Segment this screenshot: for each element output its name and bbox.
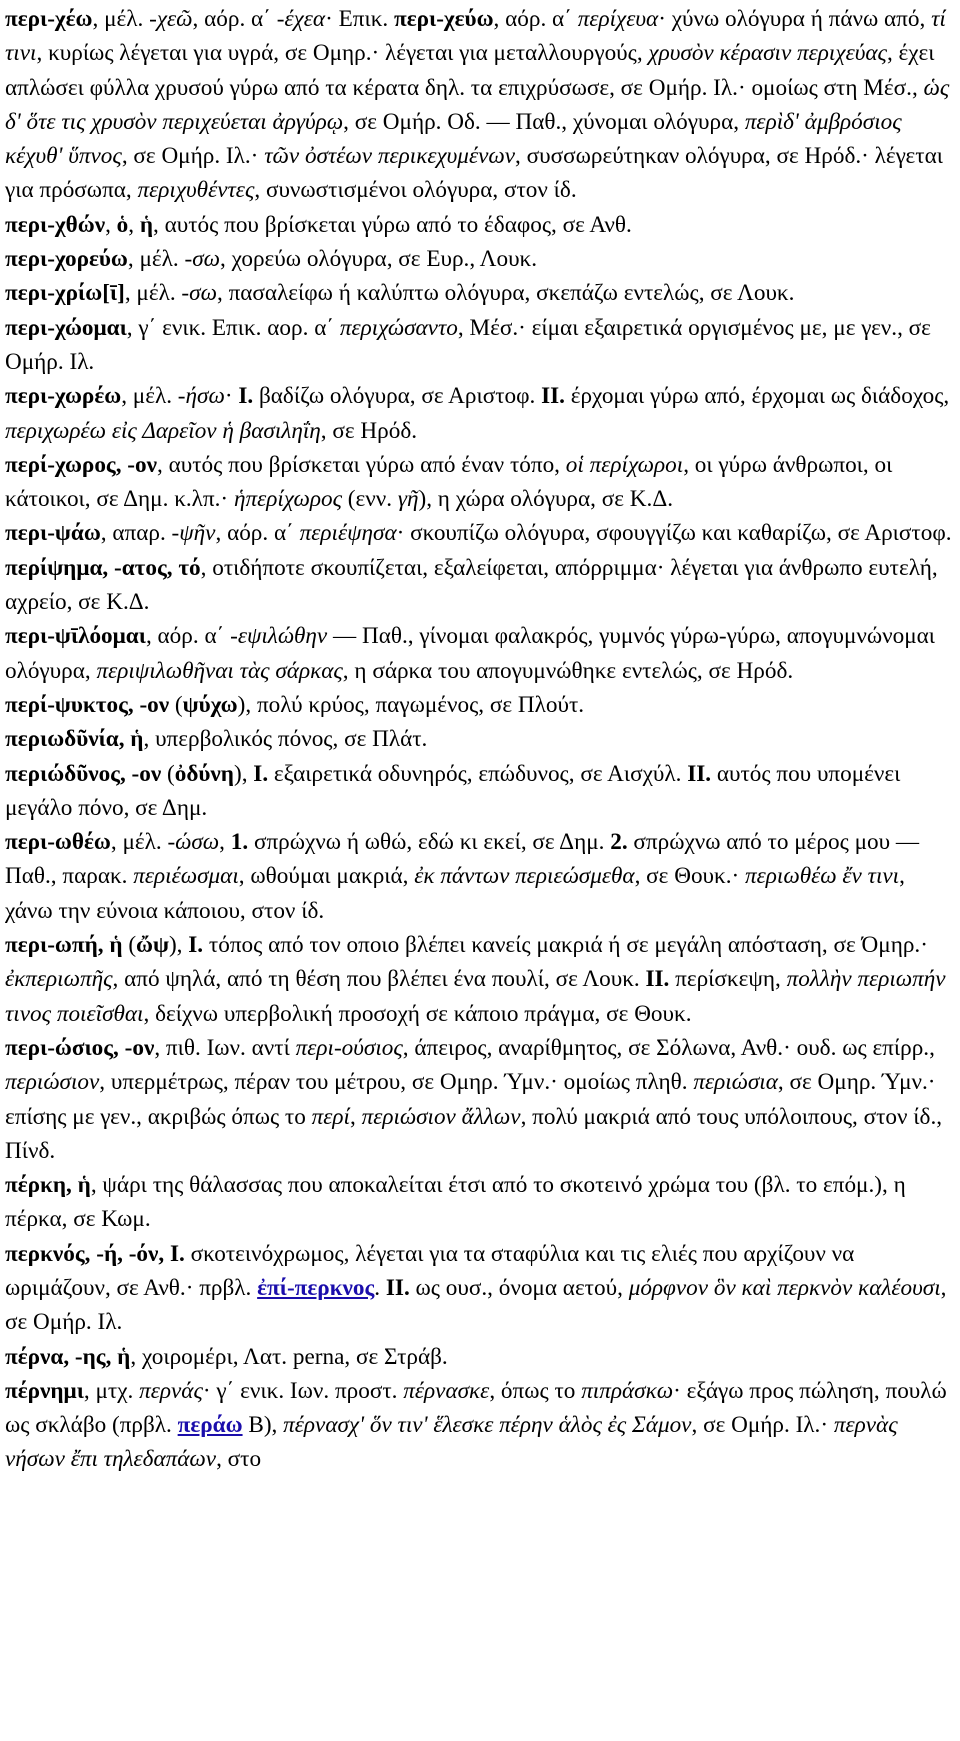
- headword: περκνός, -ή, -όν, I.: [5, 1240, 185, 1267]
- headword: περι-χρίω[ῑ]: [5, 280, 125, 307]
- definition-text: , άπειρος, αναρίθμητος, σε Σόλωνα, Ανθ.· ουδ. ως επίρρ.,: [402, 1034, 935, 1061]
- definition-text: B),: [242, 1412, 284, 1439]
- greek-quotation: περιώσιον ἄλλων: [361, 1103, 521, 1130]
- greek-quotation: οἱ περίχωροι: [565, 451, 684, 478]
- greek-quotation: ὡς δ' ὅτε τις χρυσὸν περιχεύεται ἀργύρῳ: [5, 74, 950, 135]
- dictionary-entry: [5, 1340, 952, 1374]
- definition-text: ·: [224, 383, 239, 410]
- definition-text: , αόρ. α΄ -: [192, 6, 285, 32]
- definition-text: · Επικ.: [325, 6, 394, 32]
- greek-quotation: τί τινι: [5, 6, 946, 67]
- definition-text: σπρώχνω από το μέρος μου — Παθ., παρακ.: [5, 829, 920, 890]
- headword: περι-χορεύω: [5, 246, 128, 273]
- greek-quotation: περιωθέω ἔν τινι: [745, 863, 900, 890]
- headword: περι-ψάω: [5, 520, 101, 547]
- greek-quotation: πέρνασχ' ὅν τιν' ἕλεσκε πέρην ἁλὸς ἐς Σάμον: [283, 1412, 692, 1439]
- headword: περί-ψυκτος, -ον: [5, 691, 170, 718]
- definition-text: βαδίζω ολόγυρα, σε Αριστοφ.: [253, 383, 542, 410]
- greek-quotation: εψιλώθην: [237, 623, 328, 650]
- definition-text: (: [169, 691, 183, 718]
- dictionary-entry: [5, 448, 952, 517]
- dictionary-entry: [5, 757, 952, 826]
- dictionary-entry: [5, 688, 952, 722]
- dictionary-entry: [5, 928, 952, 1031]
- dictionary-entry: [5, 1168, 952, 1237]
- definition-text: , χορεύω ολόγυρα, σε Ευρ., Λουκ.: [220, 246, 538, 273]
- definition-text: , στο: [216, 1446, 262, 1473]
- definition-text: , η σάρκα του απογυμνώθηκε εντελώς, σε Ηρόδ.: [342, 657, 794, 684]
- greek-quotation: τῶν ὀστέων περικεχυμένων: [264, 143, 516, 170]
- bold-text: ὀδύνη: [174, 760, 234, 787]
- headword: πέρκη, ἡ: [5, 1172, 91, 1199]
- bold-text: I.: [253, 760, 269, 787]
- bold-text: 1.: [230, 829, 249, 856]
- cross-reference-link[interactable]: ἐπί-περκνος: [257, 1274, 375, 1301]
- definition-text: ), πολύ κρύος, παγωμένος, σε Πλούτ.: [237, 691, 585, 718]
- definition-text: , μτχ.: [83, 1377, 140, 1404]
- dictionary-entry: [5, 379, 952, 448]
- headword: πέρνημι: [5, 1377, 84, 1404]
- definition-text: ), η χώρα ολόγυρα, σε Κ.Δ.: [418, 486, 674, 513]
- definition-text: , οι γύρω άνθρωποι, οι κάτοικοι, σε Δημ. κ.λπ.·: [5, 451, 893, 513]
- greek-quotation: περιώσιον: [5, 1069, 100, 1096]
- greek-quotation: περνάς: [139, 1377, 203, 1404]
- definition-text: ,: [128, 211, 140, 238]
- definition-text: , πασαλείφω ή καλύπτω ολόγυρα, σκεπάζω εντελώς, σε Λουκ.: [216, 280, 795, 307]
- definition-text: , κυρίως λέγεται για υγρά, σε Ομηρ.· λέγεται για μεταλλουργούς,: [36, 40, 649, 67]
- definition-text: , σε Ομήρ. Ιλ.: [5, 1274, 947, 1336]
- definition-text: , υπερμέτρως, πέραν του μέτρου, σε Ομηρ. Ύμν.· ομοίως πληθ.: [99, 1069, 694, 1096]
- cross-reference-link[interactable]: περάω: [177, 1412, 243, 1439]
- greek-quotation: έχεα: [284, 6, 326, 32]
- definition-text: · γ΄ ενικ. Ιων. προστ.: [202, 1377, 404, 1404]
- bold-text: ὤψ: [136, 932, 169, 959]
- greek-quotation: σω: [189, 280, 217, 307]
- definition-text: , συνωστισμένοι ολόγυρα, στον ίδ.: [254, 177, 577, 204]
- greek-quotation: ήσω: [185, 383, 225, 410]
- greek-quotation: σω: [192, 246, 221, 273]
- definition-text: , όπως το: [489, 1377, 582, 1404]
- dictionary-entry: [5, 1374, 952, 1477]
- dictionary-entry: [5, 242, 952, 276]
- greek-quotation: περίχευα: [577, 6, 659, 32]
- greek-quotation: περὶδ' ἀμβρόσιος κέχυθ' ὕπνος: [5, 108, 902, 170]
- headword: περιώδῦνος, -ον: [5, 760, 162, 787]
- definition-text: έρχομαι γύρω από, έρχομαι ως διάδοχος,: [564, 383, 950, 410]
- greek-quotation: ἐκπεριωπῆς: [5, 966, 113, 993]
- headword: περι-ωπή, ἡ: [5, 932, 123, 959]
- headword: περι-χθών: [5, 211, 106, 238]
- greek-quotation: χεῶ: [156, 6, 193, 32]
- definition-text: , μέλ. -: [124, 280, 190, 307]
- greek-quotation: περιέωσμαι: [133, 863, 239, 890]
- definition-text: ),: [233, 760, 254, 787]
- definition-text: , συσσωρεύτηκαν ολόγυρα, σε Ηρόδ.· λέγεται για πρόσωπα,: [5, 143, 943, 204]
- bold-text: ἡ: [139, 211, 154, 238]
- headword: περι-ώσιος, -ον: [5, 1034, 155, 1061]
- definition-text: , Μέσ.· είμαι εξαιρετικά οργισμένος με, με γεν., σε Ομήρ. Ιλ.: [5, 314, 931, 375]
- dictionary-entry: [5, 619, 952, 688]
- definition-text: , ωθούμαι μακριά,: [238, 863, 415, 890]
- headword: περι-χωρέω: [5, 383, 122, 410]
- definition-text: , μέλ. -: [110, 829, 176, 856]
- definition-text: , οτιδήποτε σκουπίζεται, εξαλείφεται, απόρριμμα· λέγεται για άνθρωπο ευτελή, αχρείο, σε Κ.Δ.: [5, 554, 938, 616]
- definition-text: ),: [168, 932, 189, 959]
- definition-text: (: [161, 760, 175, 787]
- definition-text: , μέλ. -: [121, 383, 186, 410]
- headword: περι-ψῑλόομαι: [5, 623, 146, 650]
- bold-text: II.: [385, 1274, 410, 1301]
- definition-text: , απαρ. -: [100, 520, 180, 547]
- definition-text: , σε Ομηρ. Ύμν.· επίσης με γεν., ακριβώς όπως το: [5, 1069, 936, 1130]
- greek-quotation: περιχώσαντο: [339, 314, 458, 341]
- dictionary-entry: [5, 276, 952, 310]
- greek-quotation: ἡπερίχωρος: [233, 486, 342, 513]
- greek-quotation: περιχωρέω εἰς Δαρεῖον ἡ βασιληΐη: [5, 417, 321, 444]
- definition-text: , σε Ομήρ. Ιλ.·: [121, 143, 265, 170]
- bold-text: ψύχω: [182, 691, 238, 718]
- definition-text: , σε Ομήρ. Οδ. — Παθ., χύνομαι ολόγυρα,: [343, 108, 745, 135]
- headword: περιωδῦνία, ἡ: [5, 726, 144, 753]
- definition-text: , γ΄ ενικ. Επικ. αορ. α΄: [126, 314, 340, 341]
- definition-text: , αόρ. α΄: [215, 520, 300, 547]
- definition-text: , σε Ηρόδ.: [320, 417, 418, 444]
- definition-text: αυτός που υπομένει μεγάλο πόνο, σε Δημ.: [5, 760, 901, 821]
- bold-text: II.: [645, 966, 670, 993]
- dictionary-entry: [5, 1237, 952, 1340]
- greek-quotation: περιψιλωθῆναι τὰς σάρκας: [96, 657, 343, 684]
- greek-quotation: περιχυθέντες: [137, 177, 255, 204]
- definition-text: σπρώχνω ή ωθώ, εδώ κι εκεί, σε Δημ.: [248, 829, 611, 856]
- bold-text: II.: [687, 760, 712, 787]
- definition-text: · χύνω ολόγυρα ή πάνω από,: [658, 6, 932, 32]
- dictionary-entry: [5, 516, 952, 550]
- headword: περίψημα, -ατος, τό: [5, 554, 201, 581]
- greek-quotation: πέρνασκε: [403, 1377, 490, 1404]
- greek-quotation: ώσω: [175, 829, 220, 856]
- definition-text: · σκουπίζω ολόγυρα, σφουγγίζω και καθαρίζω, σε Αριστοφ.: [396, 520, 952, 547]
- definition-text: , σε Θουκ.·: [634, 863, 746, 890]
- bold-text: ὁ: [116, 211, 129, 238]
- headword: περι-χέω: [5, 6, 93, 32]
- greek-quotation: περιώσια: [693, 1069, 778, 1096]
- definition-text: τόπος από τον οποιο βλέπει κανείς μακριά ή σε μεγάλη απόσταση, σε Όμηρ.·: [203, 932, 928, 959]
- greek-quotation: περιέψησα: [299, 520, 397, 547]
- definition-text: , χοιρομέρι, Λατ. perna, σε Στράβ.: [130, 1343, 448, 1370]
- bold-text: II.: [541, 383, 565, 410]
- greek-quotation: περί: [311, 1103, 350, 1130]
- definition-text: , αόρ. α΄: [493, 6, 578, 32]
- greek-quotation: περι-ούσιος: [295, 1034, 403, 1061]
- definition-text: ως ουσ., όνομα αετού,: [409, 1274, 629, 1301]
- greek-quotation: περνὰς νήσων ἔπι τηλεδαπάων: [5, 1412, 898, 1473]
- definition-text: — Παθ., γίνομαι φαλακρός, γυμνός γύρω-γύρω, απογυμνώνομαι ολόγυρα,: [5, 623, 936, 684]
- definition-text: , πιθ. Ιων. αντί: [154, 1034, 296, 1061]
- definition-text: περίσκεψη,: [669, 966, 787, 993]
- definition-text: , από ψηλά, από τη θέση που βλέπει ένα πουλί, σε Λουκ.: [112, 966, 646, 993]
- bold-text: περι-χεύω: [394, 6, 494, 32]
- definition-text: · εξάγω προς πώληση, πουλώ ως σκλάβο (πρβλ.: [5, 1377, 947, 1439]
- greek-quotation: χρυσὸν κέρασιν περιχεύας: [648, 40, 887, 67]
- definition-text: (: [122, 932, 137, 959]
- definition-text: , σε Ομήρ. Ιλ.·: [691, 1412, 834, 1439]
- definition-text: , αυτός που βρίσκεται γύρω από το έδαφος, σε Ανθ.: [153, 211, 632, 238]
- dictionary-entry: [5, 208, 952, 242]
- greek-quotation: ψῆν: [179, 520, 216, 547]
- definition-text: , αόρ. α΄ -: [145, 623, 238, 650]
- definition-text: , δείχνω υπερβολική προσοχή σε κάποιο πράγμα, σε Θουκ.: [143, 1000, 692, 1027]
- headword: πέρνα, -ης, ἡ: [5, 1343, 131, 1370]
- dictionary-entry: [5, 722, 952, 756]
- definition-text: , μέλ. -: [127, 246, 193, 273]
- dictionary-entry: [5, 2, 952, 208]
- greek-quotation: γῆ: [397, 486, 419, 513]
- definition-text: ,: [349, 1103, 362, 1130]
- definition-text: , μέλ. -: [92, 6, 157, 32]
- headword: περι-χώομαι: [5, 314, 127, 341]
- definition-text: , πολύ μακριά από τους υπόλοιπους, στον ίδ., Πίνδ.: [5, 1103, 943, 1164]
- definition-text: εξαιρετικά οδυνηρός, επώδυνος, σε Αισχύλ.: [268, 760, 688, 787]
- definition-text: ,: [219, 829, 231, 856]
- greek-quotation: ἐκ πάντων περιεώσμεθα: [414, 863, 635, 890]
- definition-text: , ψάρι της θάλασσας που αποκαλείται έτσι από το σκοτεινό χρώμα του (βλ. το επόμ.), η πέρκα, σε Κωμ.: [5, 1172, 906, 1233]
- definition-text: , χάνω την εύνοια κάποιου, στον ίδ.: [5, 863, 905, 924]
- definition-text: .: [374, 1274, 386, 1301]
- dictionary-entry: [5, 1031, 952, 1168]
- greek-quotation: πιπράσκω: [581, 1377, 674, 1404]
- headword: περι-ωθέω: [5, 829, 111, 856]
- greek-quotation: μόρφνον ὃν καὶ περκνὸν καλέουσι: [628, 1274, 941, 1301]
- headword: περί-χωρος, -ον: [5, 451, 157, 478]
- dictionary-entry: [5, 311, 952, 380]
- definition-text: ,: [105, 211, 117, 238]
- definition-text: , έχει απλώσει φύλλα χρυσού γύρω από τα κέρατα δηλ. τα επιχρύσωσε, σε Ομήρ. Ιλ.· ομοίως στη Μέσ.,: [5, 40, 935, 101]
- bold-text: I.: [188, 932, 204, 959]
- definition-text: σκοτεινόχρωμος, λέγεται για τα σταφύλια και τις ελιές που αρχίζουν να ωριμάζουν, σε Ανθ.· πρβλ.: [5, 1240, 855, 1301]
- greek-quotation: πολλὴν περιωπήν τινος ποιεῖσθαι: [5, 966, 946, 1027]
- dictionary-entry: [5, 551, 952, 620]
- dictionary-entry: [5, 825, 952, 928]
- definition-text: , υπερβολικός πόνος, σε Πλάτ.: [143, 726, 428, 753]
- definition-text: , αυτός που βρίσκεται γύρω από έναν τόπο,: [156, 451, 566, 478]
- bold-text: I.: [238, 383, 254, 410]
- definition-text: (ενν.: [342, 486, 398, 513]
- bold-text: 2.: [610, 829, 628, 856]
